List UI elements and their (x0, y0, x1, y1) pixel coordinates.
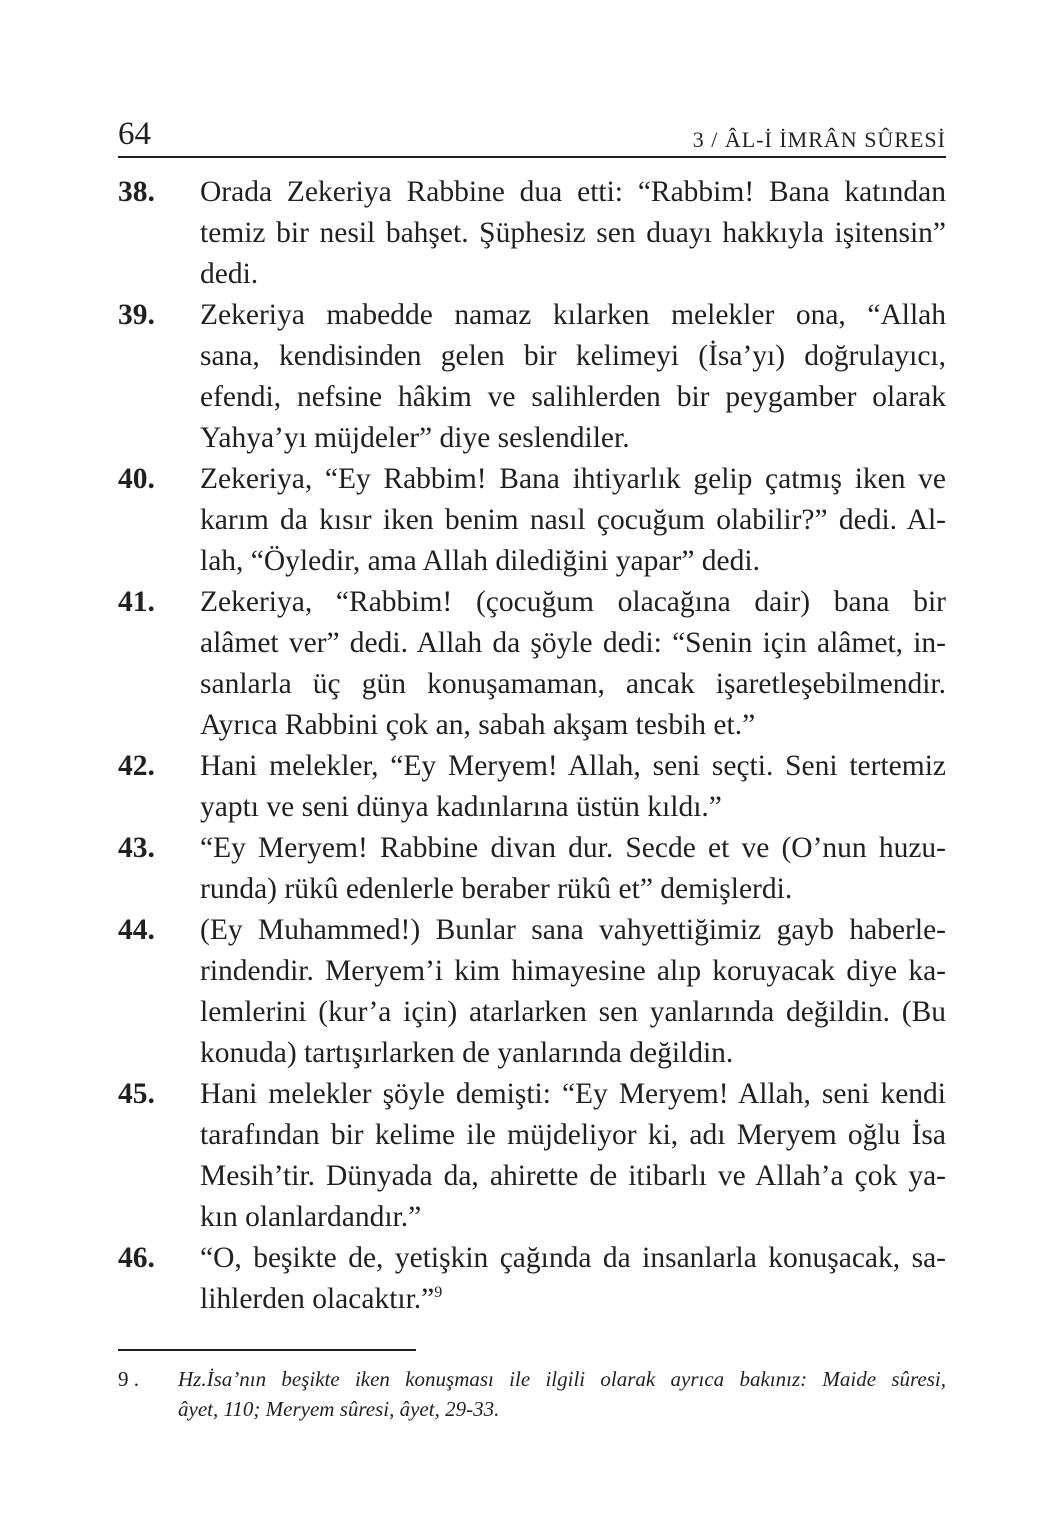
verse-list (118, 172, 946, 1320)
footnote-separator (118, 1349, 416, 1351)
verse-number: 38. (118, 176, 155, 208)
verse-text (200, 910, 946, 1074)
verse-line: alâmet ver” dedi. Allah da şöyle dedi: “Senin için alâmet, in- (200, 627, 946, 659)
verse-line: kın olanlardandır.” (200, 1201, 422, 1233)
verse-line: lah, “Öyledir, ama Allah dilediğini yapar” dedi. (200, 545, 760, 577)
verse-line: lemlerini (kur’a için) atarlarken sen yanlarında değildin. (Bu (200, 996, 946, 1028)
verse-line: runda) rükû edenlerle beraber rükû et” demişlerdi. (200, 873, 793, 905)
verse-44 (118, 910, 946, 1074)
verse-text (200, 746, 946, 828)
verse-number: 41. (118, 586, 155, 618)
verse-number: 40. (118, 463, 155, 495)
verse-number: 46. (118, 1242, 155, 1274)
footnote (118, 1364, 946, 1424)
verse-line: sanlarla üç gün konuşamaman, ancak işaretleşebilmendir. (200, 668, 946, 700)
footnote-reference[interactable]: 9 (434, 1284, 443, 1302)
verse-40 (118, 459, 946, 582)
verse-line: Hani melekler şöyle demişti: “Ey Meryem! Allah, seni kendi (200, 1078, 946, 1110)
verse-line: Hani melekler, “Ey Meryem! Allah, seni seçti. Seni tertemiz (200, 750, 946, 782)
verse-46 (118, 1238, 946, 1320)
verse-text (200, 582, 946, 746)
footnote-number: 9 . (118, 1367, 139, 1391)
verse-line: Mesih’tir. Dünyada da, ahirette de itibarlı ve Allah’a çok ya- (200, 1160, 946, 1192)
verse-text (200, 295, 946, 459)
verse-line: (Ey Muhammed!) Bunlar sana vahyettiğimiz gayb haberle- (200, 914, 946, 946)
verse-line: Zekeriya, “Rabbim! (çocuğum olacağına dair) bana bir (200, 586, 946, 618)
footnote-text (118, 1364, 946, 1424)
verse-line: Ayrıca Rabbini çok an, sabah akşam tesbih et.” (200, 709, 756, 741)
verse-line: lihlerden olacaktır.” (200, 1283, 435, 1315)
verse-line: yaptı ve seni dünya kadınlarına üstün kıldı.” (200, 791, 722, 823)
footnote-line: âyet, 110; Meryem sûresi, âyet, 29-33. (178, 1397, 500, 1421)
verse-43 (118, 828, 946, 910)
verse-38 (118, 172, 946, 295)
verse-number: 39. (118, 299, 155, 331)
verse-41 (118, 582, 946, 746)
verse-line: tarafından bir kelime ile müjdeliyor ki, adı Meryem oğlu İsa (200, 1119, 946, 1151)
verse-number: 42. (118, 750, 155, 782)
verse-line: sana, kendisinden gelen bir kelimeyi (İsa’yı) doğrulayıcı, (200, 340, 946, 372)
verse-text (200, 828, 946, 910)
verse-39 (118, 295, 946, 459)
running-title: 3 / ÂL-İ İMRÂN SÛRESİ (692, 127, 946, 152)
verse-number: 43. (118, 832, 155, 864)
page-header (118, 114, 946, 158)
verse-45 (118, 1074, 946, 1238)
verse-line: efendi, nefsine hâkim ve salihlerden bir peygamber olarak (200, 381, 946, 413)
footnote-line: Hz.İsa’nın beşikte iken konuşması ile ilgili olarak ayrıca bakınız: Maide sûresi, (178, 1367, 946, 1391)
verse-line: Zekeriya mabedde namaz kılarken melekler ona, “Allah (200, 299, 946, 331)
verse-line: temiz bir nesil bahşet. Şüphesiz sen duayı hakkıyla işitensin” (200, 217, 946, 249)
verse-line: rindendir. Meryem’i kim himayesine alıp koruyacak diye ka- (200, 955, 946, 987)
verse-line: “O, beşikte de, yetişkin çağında da insanlarla konuşacak, sa- (200, 1242, 946, 1274)
verse-line: Yahya’yı müjdeler” diye seslendiler. (200, 422, 630, 454)
verse-42 (118, 746, 946, 828)
verse-text (200, 172, 946, 295)
verse-line: Orada Zekeriya Rabbine dua etti: “Rabbim! Bana katından (200, 176, 946, 208)
verse-number: 44. (118, 914, 155, 946)
verse-number: 45. (118, 1078, 155, 1110)
verse-line: karım da kısır iken benim nasıl çocuğum olabilir?” dedi. Al- (200, 504, 946, 536)
verse-text (200, 459, 946, 582)
page-number: 64 (118, 116, 151, 152)
verse-last-line (200, 1279, 946, 1320)
verse-line: dedi. (200, 258, 259, 290)
verse-line: Zekeriya, “Ey Rabbim! Bana ihtiyarlık gelip çatmış iken ve (200, 463, 946, 495)
verse-line: konuda) tartışırlarken de yanlarında değildin. (200, 1037, 734, 1069)
verse-line: “Ey Meryem! Rabbine divan dur. Secde et ve (O’nun huzu- (200, 832, 946, 864)
verse-text (200, 1238, 946, 1320)
verse-text (200, 1074, 946, 1238)
